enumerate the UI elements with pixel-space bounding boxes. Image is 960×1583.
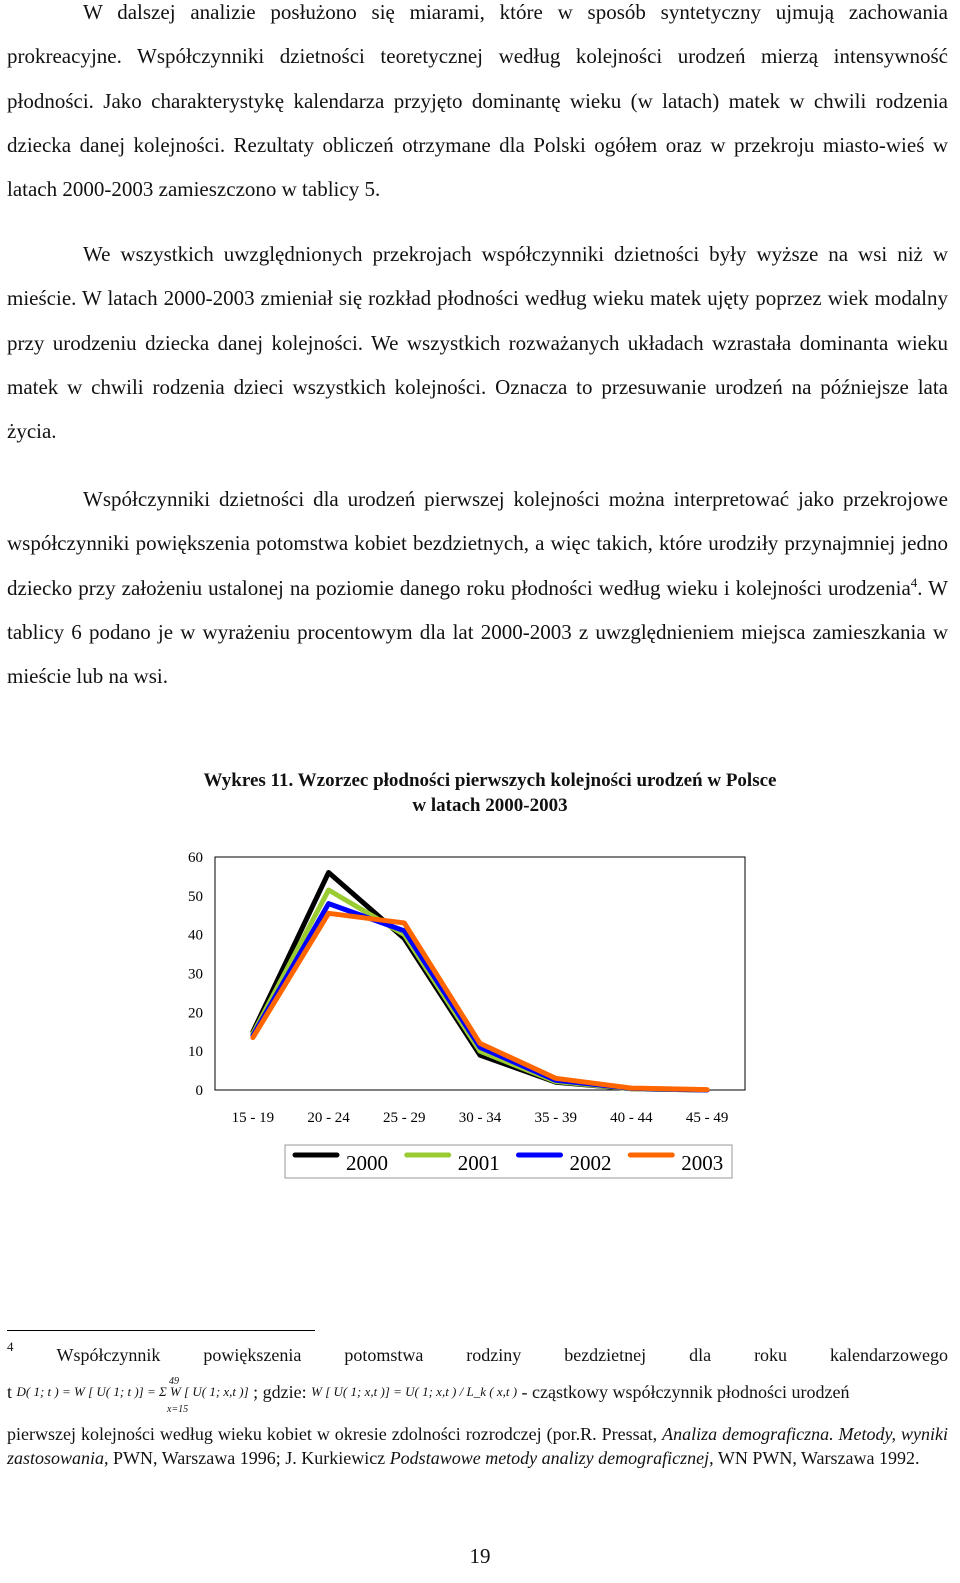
y-tick-label: 0: [195, 1083, 203, 1099]
x-tick-label: 45 - 49: [685, 1110, 729, 1126]
chart-caption: Wykres 11. Wzorzec płodności pierwszych kolejności urodzeń w Polsce w latach 2000-2003: [203, 770, 777, 816]
formula-d: D( 1; t ) = W [ U( 1; t )] = Σ W [ U( 1; x,t )]: [16, 1384, 249, 1399]
x-tick-label: 35 - 39: [534, 1110, 577, 1126]
fertility-line-chart: [170, 840, 770, 1190]
y-tick-label: 40: [188, 927, 203, 944]
y-tick-label: 20: [188, 1005, 203, 1022]
legend-label-2003: 2003: [681, 1151, 724, 1175]
sum-limits: 49: [169, 1376, 179, 1387]
y-tick-label: 10: [188, 1044, 203, 1061]
legend-label-2002: 2002: [569, 1151, 612, 1175]
series-line-2003: [253, 913, 707, 1089]
x-tick-label: 30 - 34: [458, 1110, 502, 1126]
footnote-line-3: pierwszej kolejności według wieku kobiet w okresie zdolności rozrodczej (por.R. Pressat, Analiza demograficzna. Metody, wyniki zastosowania, PWN, Warszawa 1996; J. Kurkiewicz Podstawowe metody analizy demograficznej, WN PWN, Warszawa 1992.: [7, 1424, 949, 1468]
paragraph-2: We wszystkich uwzględnionych przekrojach współczynniki dzietności były wyższe na wsi niż w mieście. W latach 2000-2003 zmieniał się rozkład płodności według wieku matek ujęty poprzez wiek modalny przy urodzeniu dziecka danej kolejności. We wszystkich rozważanych układach wzrastała dominanta wieku matek w chwili rodzenia dzieci wszystkich kolejności. Oznacza to przesuwanie urodzeń na późniejsze lata życia.: [7, 242, 948, 444]
legend-label-2001: 2001: [457, 1151, 500, 1175]
page-number: 19: [469, 1544, 491, 1568]
paragraph-3: Współczynniki dzietności dla urodzeń pierwszej kolejności można interpretować jako przekrojowe współczynniki powiększenia potomstwa kobiet bezdzietnych, a więc takich, które urodziły przynajmniej jedno dziecko przy założeniu ustalonej na poziomie danego roku płodności według wieku i kolejności urodzenia$^4$. W tablicy 6 podano je w wyrażeniu procentowym dla lat 2000-2003 z uwzględnieniem miejsca zamieszkania w mieście lub na wsi.: [7, 487, 948, 689]
footnote-line-1: 4 Współczynnik powiększenia potomstwa rodziny bezdzietnej dla roku kalendarzowego: [7, 1343, 948, 1367]
paragraph-1: W dalszej analizie posłużono się miarami, które w sposób syntetyczny ujmują zachowania prokreacyjne. Współczynniki dzietności teoretycznej według kolejności urodzeń mierzą intensywność płodności. Jako charakterystykę kalendarza przyjęto dominantę wieku (w latach) matek w chwili rodzenia dziecka danej kolejności. Rezultaty obliczeń otrzymane dla Polski ogółem oraz w przekroju miasto-wieś w latach 2000-2003 zamieszczono w tablicy 5.: [7, 0, 948, 202]
sum-lower-limit: x=15: [167, 1404, 189, 1415]
x-tick-label: 40 - 44: [610, 1110, 653, 1126]
y-tick-label: 30: [188, 966, 203, 983]
series-line-2002: [253, 904, 707, 1090]
x-tick-label: 15 - 19: [231, 1110, 275, 1126]
y-tick-label: 60: [188, 850, 203, 866]
legend-label-2000: 2000: [346, 1151, 388, 1175]
footnote-formula-line: t D( 1; t ) = W [ U( 1; t )] = Σ W [ U( 1; x,t )] 49 x=15 ; gdzie: W [ U( 1; x,t )] = U( 1; x,t ) / L_k ( x,t ) - cząstkowy współczynnik płodności urodzeń: [7, 1380, 948, 1410]
footnote-separator: [7, 1330, 315, 1331]
footnote-reference: 4: [910, 574, 918, 590]
y-tick-label: 50: [188, 888, 203, 905]
x-tick-label: 20 - 24: [307, 1110, 350, 1126]
footnote-mark: 4: [7, 1339, 14, 1354]
x-tick-label: 25 - 29: [383, 1110, 426, 1126]
formula-w: W [ U( 1; x,t )] = U( 1; x,t ) / L_k ( x,t ): [311, 1384, 518, 1399]
